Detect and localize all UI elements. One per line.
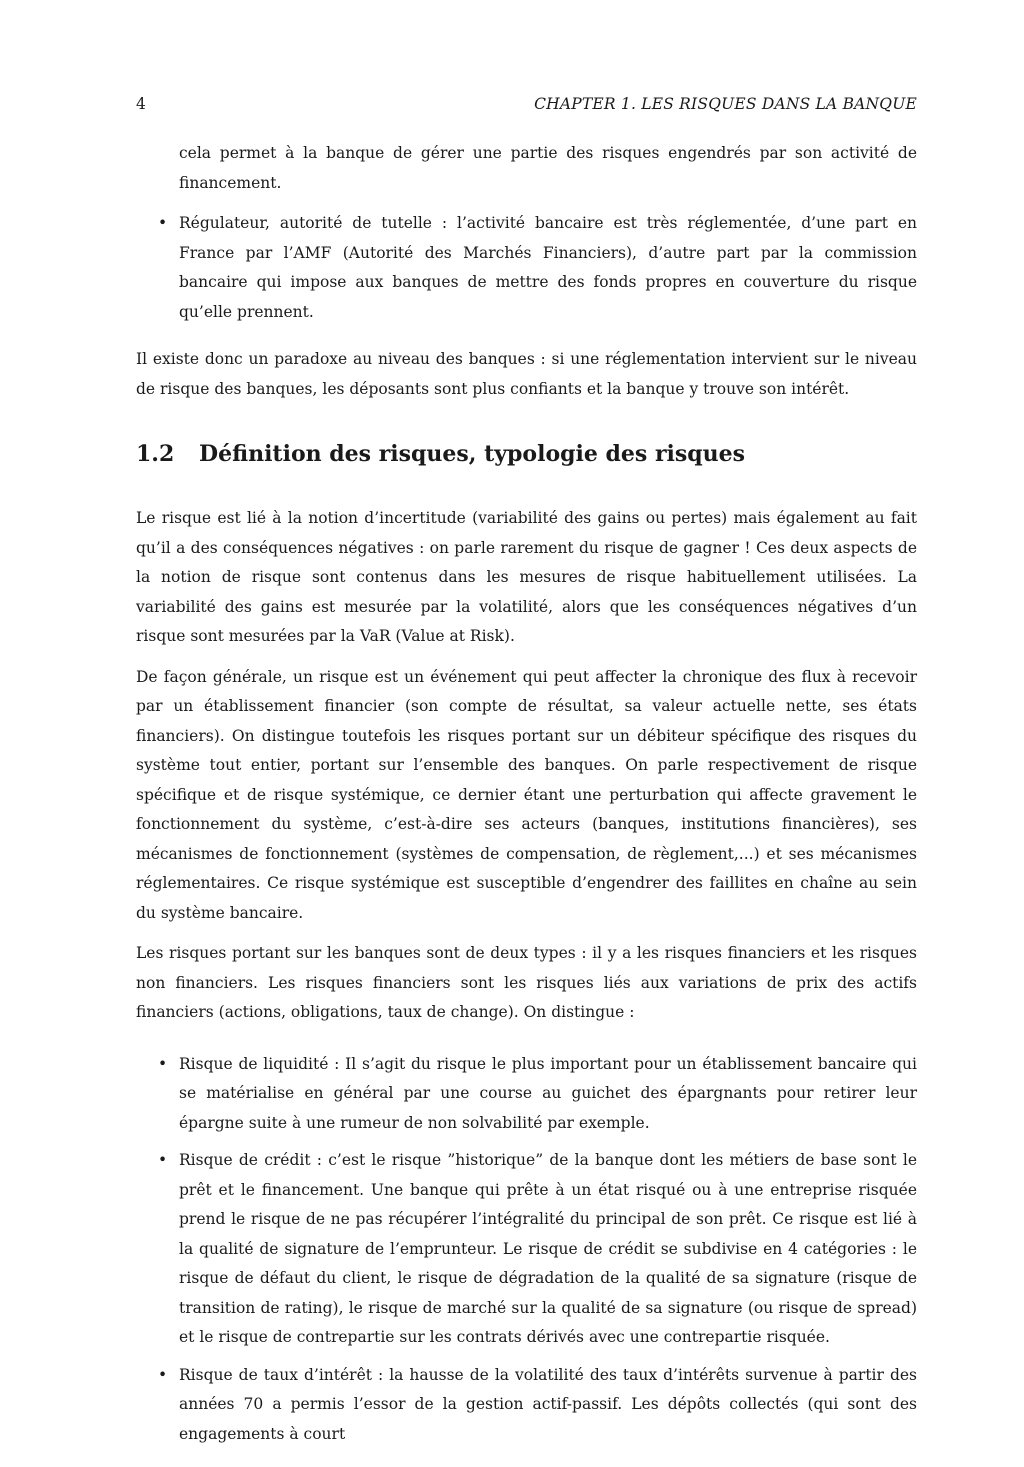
section-number: 1.2: [136, 441, 175, 467]
list-item: [136, 1050, 917, 1139]
top-bullet-list: [136, 209, 917, 327]
section-heading: [136, 440, 917, 468]
bullet-mark: •: [158, 214, 168, 232]
section-title: Définition des risques, typologie des risques: [199, 441, 746, 467]
paragraph: Il existe donc un paradoxe au niveau des banques : si une réglementation intervient sur le niveau de risque des banques, les déposants sont plus confiants et la banque y trouve son intérêt.: [136, 350, 917, 398]
list-item-text: Risque de liquidité : Il s’agit du risque le plus important pour un établissement bancaire qui se matérialise en général par une course au guichet des épargnants pour retirer leur épargne suite à une rumeur de non solvabilité par exemple.: [179, 1054, 917, 1132]
page-number: 4: [136, 95, 146, 113]
list-item-text: Risque de taux d’intérêt : la hausse de la volatilité des taux d’intérêts survenue à partir des années 70 a permis l’essor de la gestion actif-passif. Les dépôts collectés (qui sont des engagements à court: [179, 1365, 917, 1443]
page-header: [136, 94, 917, 114]
paragraph: Les risques portant sur les banques sont de deux types : il y a les risques financiers et les risques non financiers. Les risques financiers sont les risques liés aux variations de prix des actifs financiers (actions, obligations, taux de change). On distingue :: [136, 944, 917, 1021]
paragraph: Le risque est lié à la notion d’incertitude (variabilité des gains ou pertes) mais également au fait qu’il a des conséquences négatives : on parle rarement du risque de gagner ! Ces deux aspects de la notion de risque sont contenus dans les mesures de risque habituellement utilisées. La variabilité des gains est mesurée par la volatilité, alors que les conséquences négatives d’un risque sont mesurées par la VaR (Value at Risk).: [136, 509, 917, 645]
bullet-mark: •: [158, 1151, 168, 1169]
page-body: [136, 139, 917, 1467]
running-title: CHAPTER 1. LES RISQUES DANS LA BANQUE: [534, 95, 917, 113]
continued-bullet-text: cela permet à la banque de gérer une partie des risques engendrés par son activité de financement.: [179, 144, 917, 192]
list-item: [136, 1361, 917, 1450]
list-item: [136, 209, 917, 327]
paragraph: De façon générale, un risque est un événement qui peut affecter la chronique des flux à recevoir par un établissement financier (son compte de résultat, sa valeur actuelle nette, ses états financiers). On distingue toutefois les risques portant sur un débiteur spécifique des risques du système tout entier, portant sur l’ensemble des banques. On parle respectivement de risque spécifique et de risque systémique, ce dernier étant une perturbation qui affecte gravement le fonctionnement du système, c’est-à-dire ses acteurs (banques, institutions financières), ses mécanismes de fonctionnement (systèmes de compensation, de règlement,...) et ses mécanismes réglementaires. Ce risque systémique est susceptible d’engendrer des faillites en chaîne au sein du système bancaire.: [136, 667, 917, 922]
bullet-mark: •: [158, 1365, 168, 1384]
list-item-text: Régulateur, autorité de tutelle : l’activité bancaire est très réglementée, d’une part en France par l’AMF (Autorité des Marchés Financiers), d’autre part par la commission bancaire qui impose aux banques de mettre des fonds propres en couverture du risque qu’elle prennent.: [179, 214, 917, 321]
risk-bullet-list: [136, 1050, 917, 1450]
list-item-text: Risque de crédit : c’est le risque ”historique” de la banque dont les métiers de base sont le prêt et le financement. Une banque qui prête à un état risqué ou à une entreprise risquée prend le risque de ne pas récupérer l’intégralité du principal de son prêt. Ce risque est lié à la qualité de signature de l’emprunteur. Le risque de crédit se subdivise en 4 catégories : le risque de défaut du client, le risque de dégradation de la qualité de sa signature (risque de transition de rating), le risque de marché sur la qualité de sa signature (ou risque de spread) et le risque de contrepartie sur les contrats dérivés avec une contrepartie risquée.: [179, 1151, 917, 1346]
list-item: [136, 1146, 917, 1353]
bullet-mark: •: [158, 1054, 168, 1073]
